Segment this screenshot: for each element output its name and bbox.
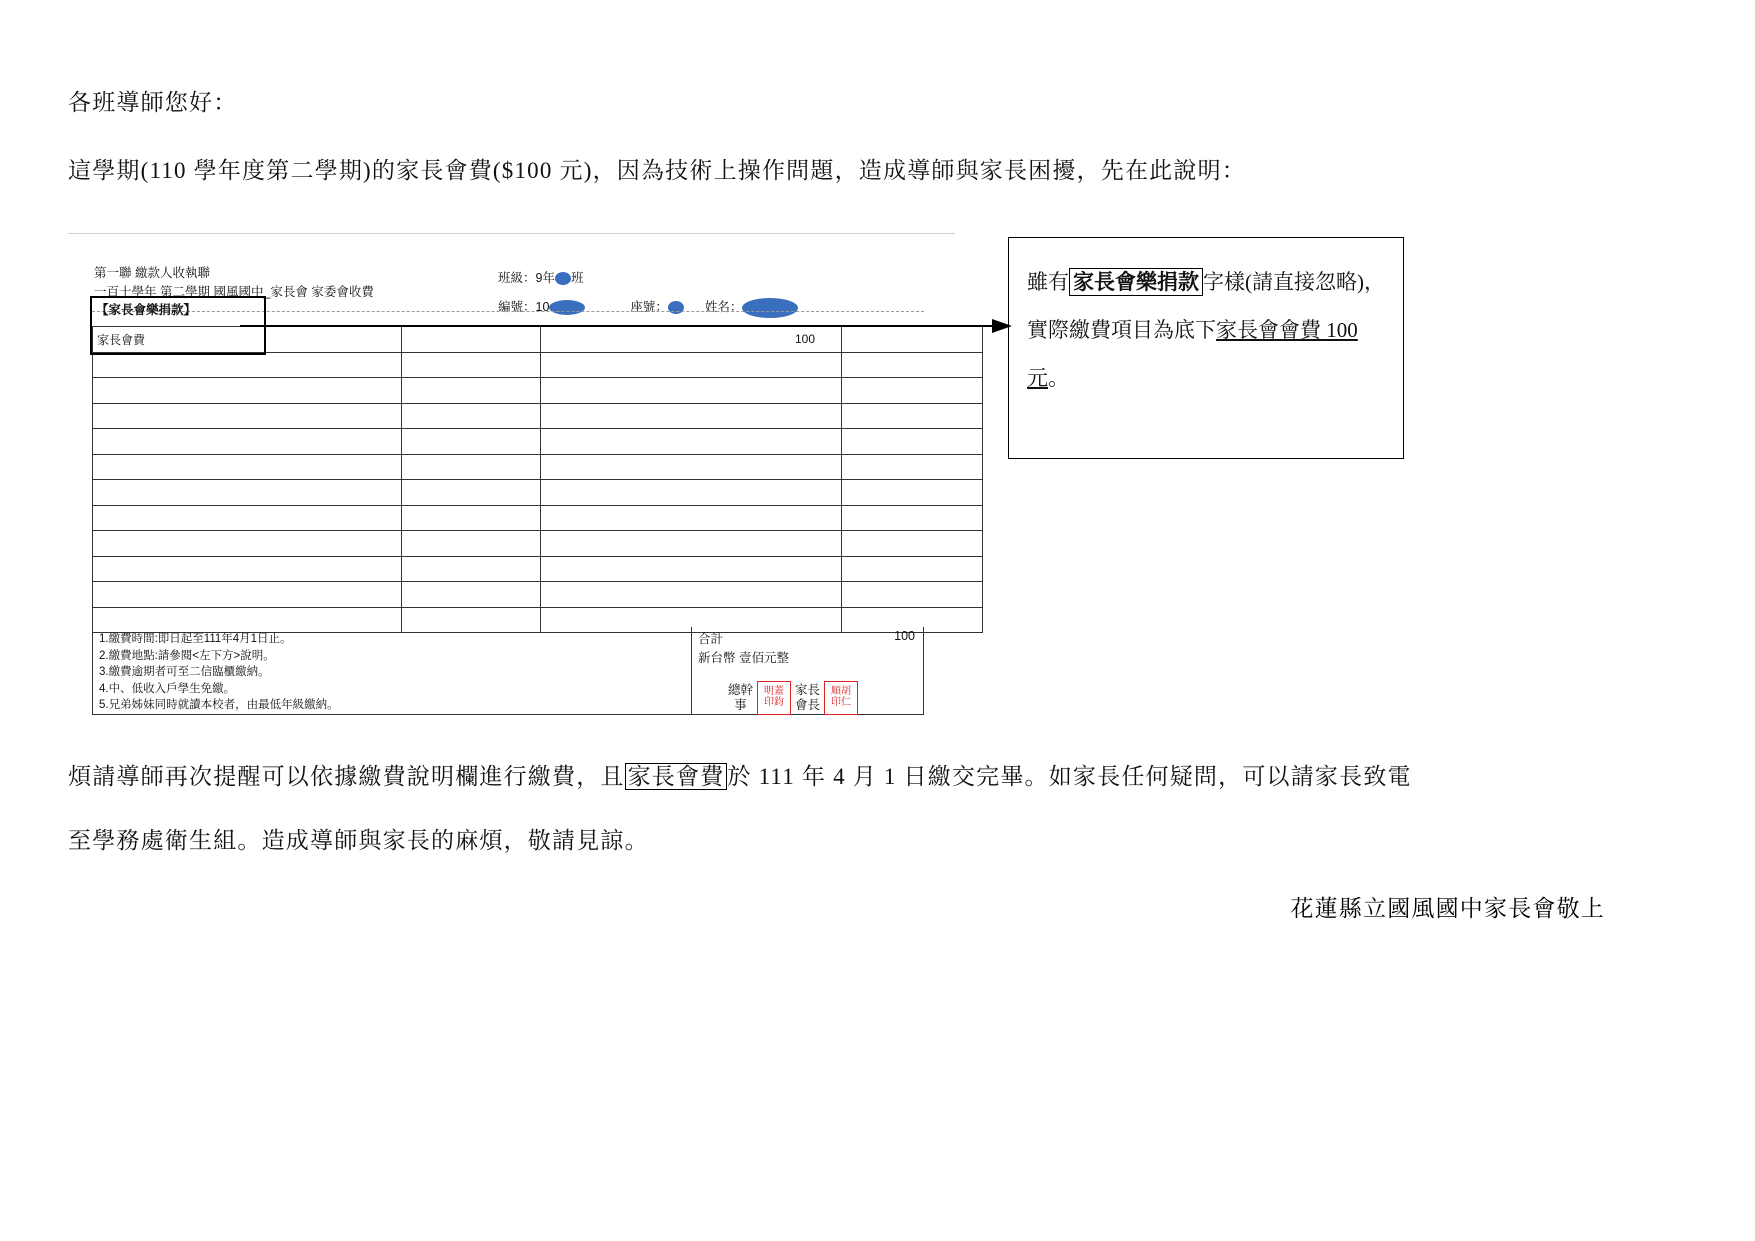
item-amount-cell: 100	[541, 327, 842, 353]
cell	[541, 531, 842, 557]
receipt-header-right	[498, 264, 798, 322]
cell	[93, 429, 402, 455]
note-item: 4.中、低收入戶學生免繳。	[99, 682, 236, 695]
table-row	[93, 505, 983, 531]
chairperson-label: 家長 會長	[795, 683, 821, 712]
table-row	[93, 352, 983, 378]
total-value: 100	[894, 629, 915, 643]
donation-header-label: 【家長會樂捐款】	[96, 303, 197, 317]
intro-paragraph: 這學期(110 學年度第二學期)的家長會費($100 元)，因為技術上操作問題，造成導師與家長困擾，先在此說明：	[68, 158, 1246, 183]
note-item: 2.繳費地點:請參閱<左下方>說明。	[99, 649, 275, 662]
table-row	[93, 378, 983, 404]
cell	[541, 403, 842, 429]
table-row	[93, 454, 983, 480]
cell	[541, 352, 842, 378]
total-label: 合計	[698, 632, 724, 646]
cell	[402, 454, 541, 480]
cell	[402, 429, 541, 455]
table-row	[93, 480, 983, 506]
cell	[842, 480, 983, 506]
redaction-blob-icon	[742, 298, 798, 318]
inline-boxed-term: 家長會費	[625, 763, 728, 790]
cell	[402, 582, 541, 608]
receipt-title: 一百十學年 第二學期 國風國中_家長會 家委會收費	[94, 285, 374, 299]
cell	[541, 582, 842, 608]
callout-suffix: 。	[1048, 366, 1069, 390]
chief-officer-stamp-icon: 明蓋 印鈞	[757, 681, 791, 715]
closing-paragraph-1	[68, 758, 1412, 791]
item-name-cell: 家長會費	[93, 327, 402, 353]
table-row	[93, 582, 983, 608]
name-label: 姓名：	[704, 300, 743, 314]
cell	[93, 505, 402, 531]
greeting-line: 各班導師您好：	[68, 90, 238, 115]
redaction-blob-icon	[549, 300, 585, 315]
note-item: 5.兄弟姊妹同時就讀本校者，由最低年級繳納。	[99, 699, 339, 711]
chairperson-stamp-icon: 順胡 印仁	[824, 681, 858, 715]
redaction-blob-icon	[668, 301, 684, 314]
cell	[842, 429, 983, 455]
note-item: 1.繳費時間:即日起至111年4月1日止。	[99, 633, 292, 645]
cell	[842, 505, 983, 531]
cell	[842, 454, 983, 480]
note-item: 3.繳費逾期者可至二信臨櫃繳納。	[99, 666, 270, 678]
redaction-blob-icon	[555, 272, 571, 285]
class-suffix: 班	[570, 271, 584, 285]
cell	[842, 352, 983, 378]
receipt-copy-label: 第一聯 繳款人收執聯	[94, 266, 210, 280]
table-row	[93, 531, 983, 557]
closing-paragraph-2: 至學務處衛生組。造成導師與家長的麻煩，敬請見諒。	[68, 828, 649, 853]
closing-part-a: 煩請導師再次提醒可以依據繳費說明欄進行繳費，且	[68, 764, 625, 789]
header-dashed-rule	[92, 311, 924, 312]
callout-arrow-icon	[240, 318, 1012, 334]
cell	[93, 582, 402, 608]
total-row	[692, 627, 923, 648]
cell	[842, 378, 983, 404]
class-label: 班級：	[498, 271, 536, 285]
cell	[402, 505, 541, 531]
cell	[541, 454, 842, 480]
callout-note-box	[1008, 237, 1404, 459]
total-in-words: 新台幣 壹佰元整	[698, 651, 789, 665]
callout-middle: 字樣(請直接忽略)，實際繳費項目為底下	[1027, 270, 1385, 342]
cell	[541, 429, 842, 455]
chief-officer-label: 總幹 事	[728, 683, 754, 712]
fee-items-table	[92, 326, 983, 633]
cell	[402, 403, 541, 429]
signature-stamps	[728, 681, 858, 715]
cell	[93, 454, 402, 480]
class-value: 9年	[535, 271, 555, 285]
seat-label: 座號：	[630, 300, 668, 314]
number-value: 10	[535, 300, 550, 314]
callout-prefix: 雖有	[1027, 270, 1069, 294]
table-row	[93, 403, 983, 429]
cell	[842, 531, 983, 557]
closing-part-b: 於 111 年 4 月 1 日繳交完畢。如家長任何疑問，可以請家長致電	[727, 764, 1412, 789]
payment-notes-block	[92, 627, 692, 715]
callout-underlined-term: 家長會會費 100 元	[1027, 318, 1358, 390]
callout-boxed-term: 家長會樂捐款	[1069, 268, 1203, 296]
cell	[93, 352, 402, 378]
table-row	[93, 429, 983, 455]
cell	[93, 378, 402, 404]
cell	[402, 352, 541, 378]
cell	[842, 582, 983, 608]
horizontal-divider	[68, 233, 955, 234]
cell	[93, 556, 402, 582]
cell	[541, 505, 842, 531]
cell	[842, 556, 983, 582]
cell	[402, 556, 541, 582]
cell	[93, 480, 402, 506]
class-field	[498, 264, 798, 293]
cell	[541, 556, 842, 582]
signoff-line: 花蓮縣立國風國中家長會敬上	[1290, 896, 1605, 921]
cell	[93, 403, 402, 429]
cell	[402, 480, 541, 506]
cell	[93, 531, 402, 557]
table-row	[93, 556, 983, 582]
cell	[541, 378, 842, 404]
cell	[541, 480, 842, 506]
cell	[402, 531, 541, 557]
receipt-header-left	[94, 264, 374, 302]
cell	[402, 378, 541, 404]
cell	[842, 403, 983, 429]
number-label: 編號：	[498, 300, 536, 314]
